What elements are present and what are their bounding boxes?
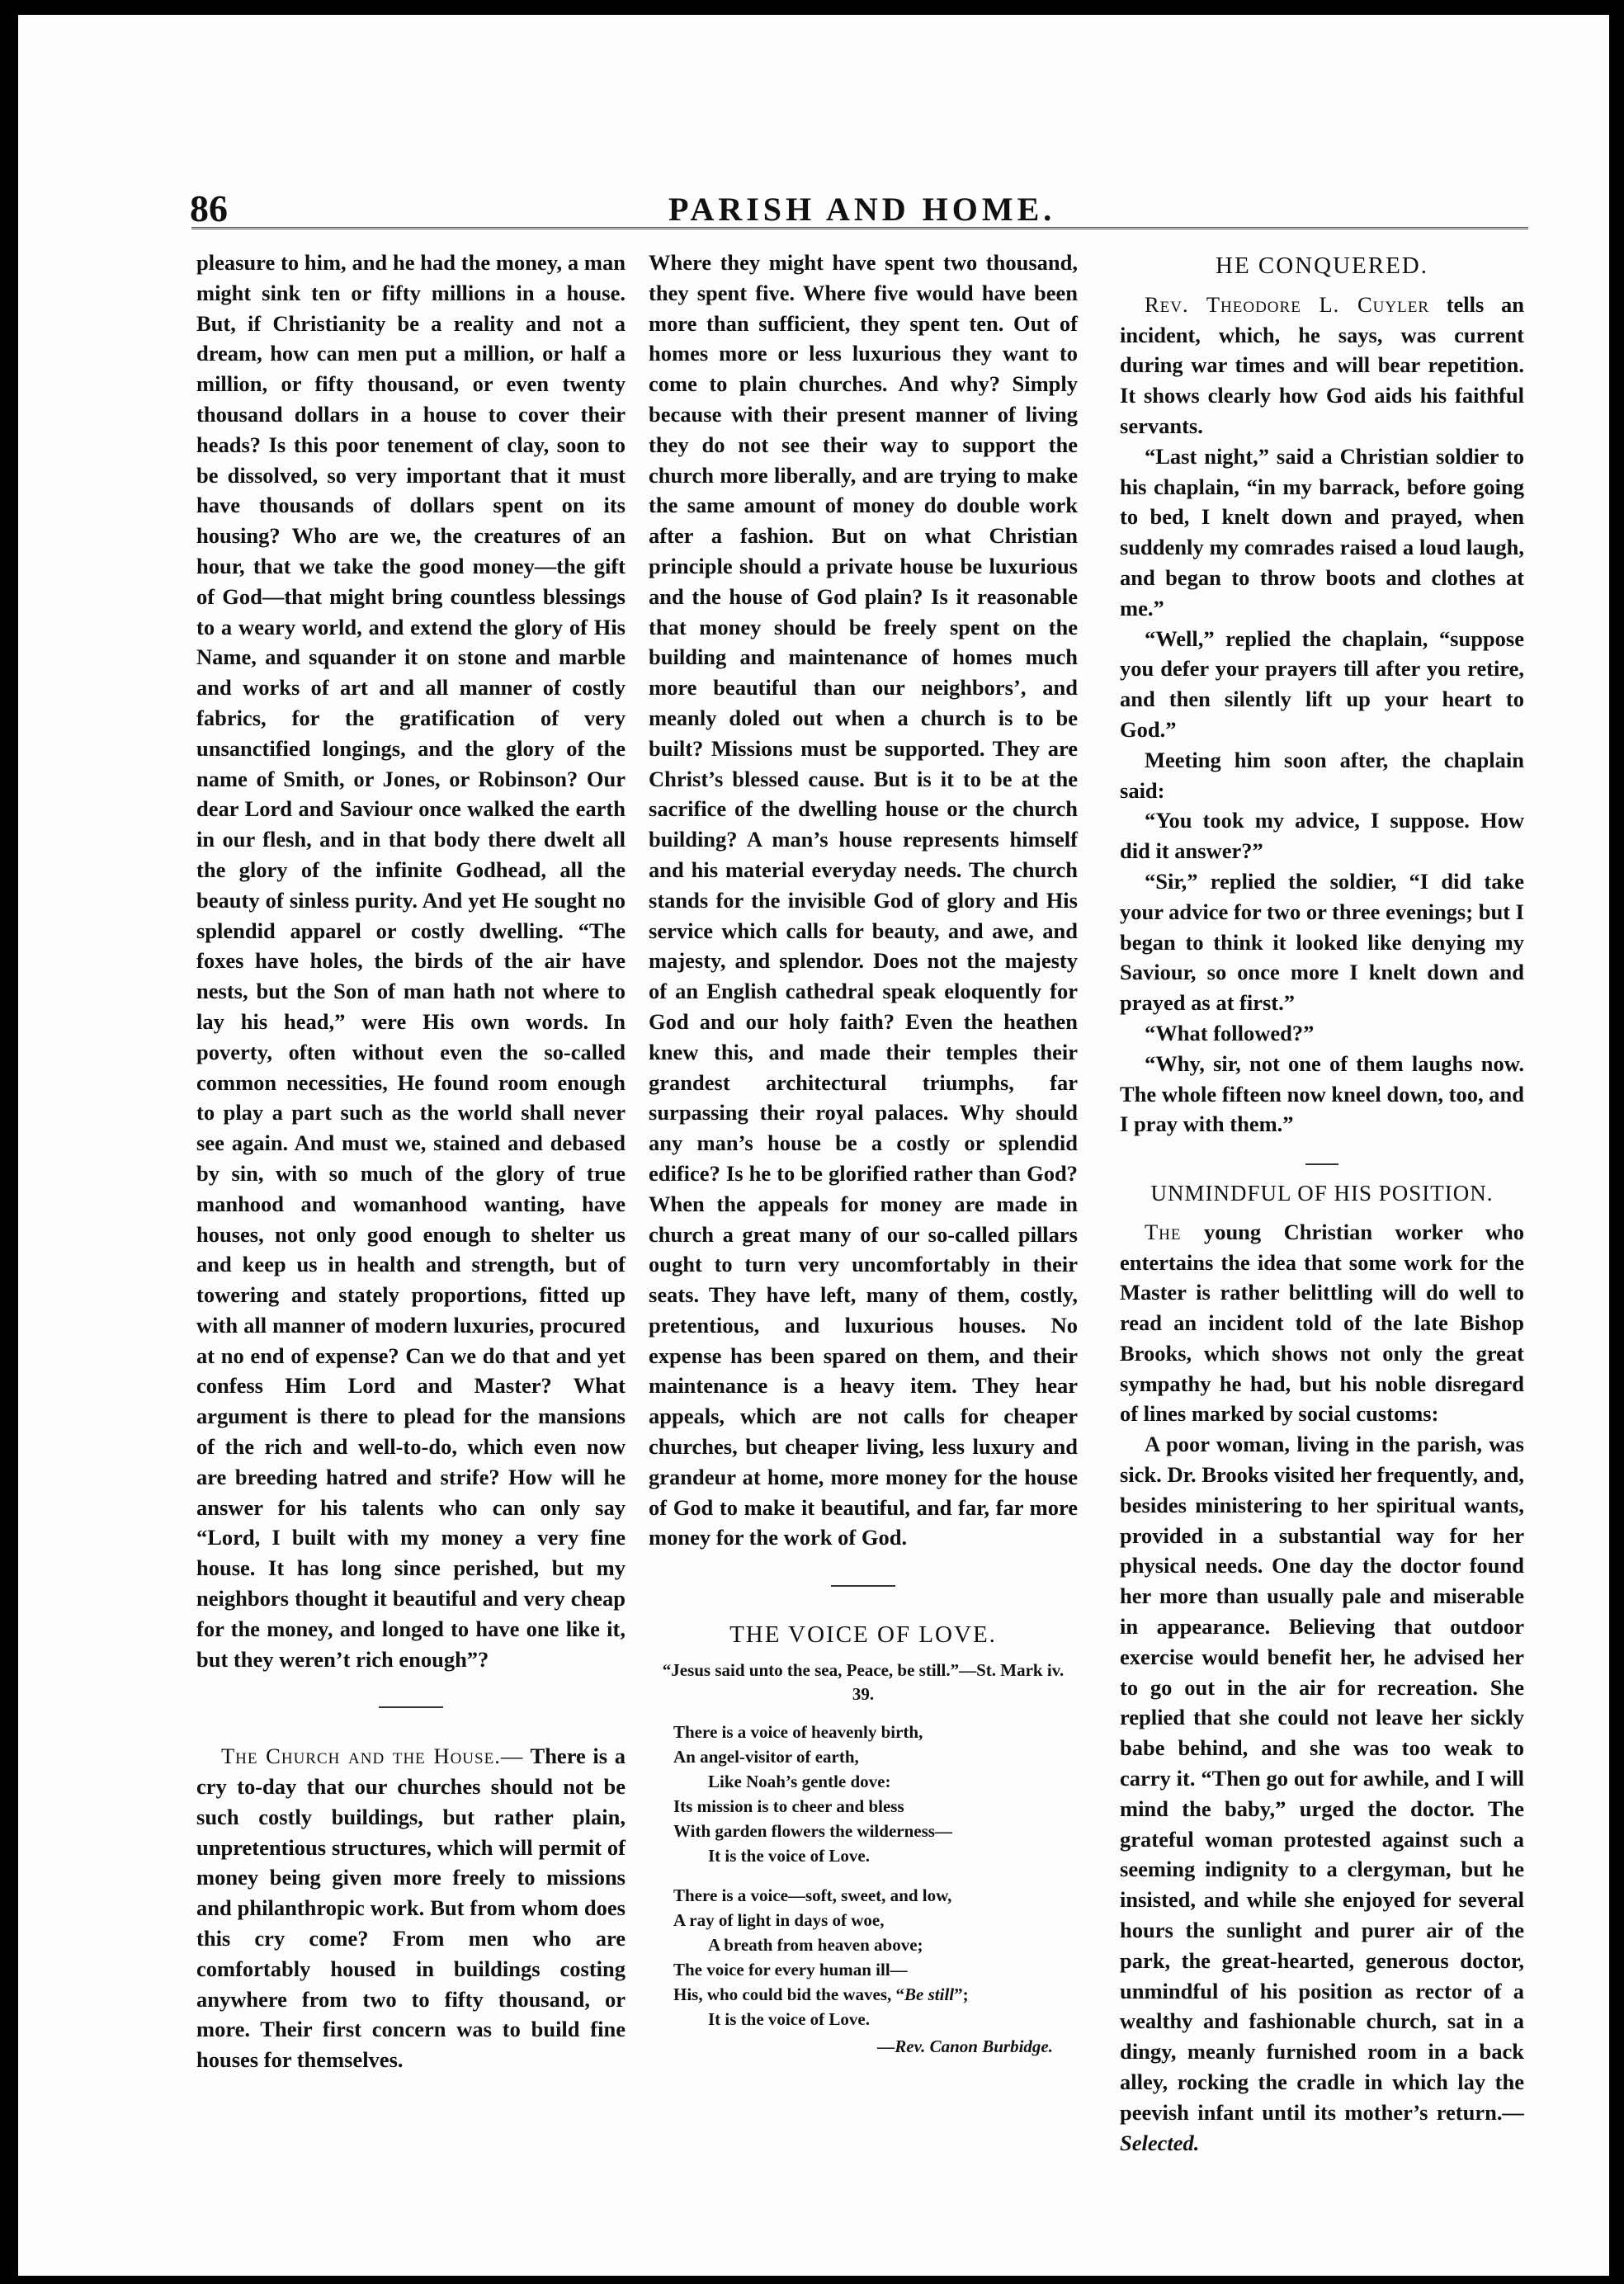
paragraph	[1120, 290, 1524, 441]
runin-name: Rev. Theodore L. Cuyler	[1145, 291, 1429, 317]
poem-line: An angel-visitor of earth,	[673, 1746, 859, 1767]
paragraph	[1120, 1429, 1524, 2158]
paragraph: pleasure to him, and he had the money, a man might sink ten or fifty millions in a house. But, if Christianity be a reality and not a dream, how can men put a million, or half a million, or fifty thousand, or even twenty thousand dollars in a house to cover their heads? Is this poor tenement of clay, soon to be dissolved, so very important that it must have thousands of dollars spent on its housing? Who are we, the creatures of an hour, that we take the good money—the gift of God—that might bring countless blessings to a weary world, and extend the glory of His Name, and squander it on stone and marble and works of art and all manner of costly fabrics, for the gratification of very unsanctified longings, and the glory of the name of Smith, or Jones, or Robinson? Our dear Lord and Saviour once walked the earth in our flesh, and in that body there dwelt all the glory of the infinite Godhead, all the beauty of sinless purity. And yet He sought no splendid apparel or costly dwelling. “The foxes have holes, the birds of the air have nests, but the Son of man hath not where to lay his head,” were His own words. In poverty, often without even the so-called common necessities, He found room enough to play a part such as the world shall never see again. And must we, stained and debased by sin, with so much of the glory of true manhood and womanhood wanting, have houses, not only good enough to shelter us and keep us in health and strength, but of towering and stately proportions, fitted up with all manner of modern luxuries, procured at no end of expense? Can we do that and yet confess Him Lord and Master? What argument is there to plead for the mansions of the rich and well-to-do, which even now are breeding hatred and strife? How will he answer for his talents who can only say “Lord, I built with my money a very fine house. It has long since perished, but my neighbors thought it beautiful and very cheap for the money, and longed to have one like it, but they weren’t rich enough”?	[196, 250, 626, 1672]
section-heading: HE CONQUERED.	[1216, 252, 1428, 279]
poem-line: Like Noah’s gentle dove:	[708, 1771, 891, 1791]
runin-title: The Church and the House.—	[221, 1744, 524, 1769]
paragraph: Where they might have spent two thousand, they spent five. Where five would have been more than sufficient, they spent ten. Out of homes more or less luxurious they want to come to plain churches. And why? Simply because with their present manner of living they do not see their way to support the church more liberally, and are trying to make the same amount of money do double work after a fashion. But on what Christian principle should a private house be luxurious and the house of God plain? Is it reasonable that money should be freely spent on the building and maintenance of homes much more beautiful than our neighbors’, and meanly doled out when a church is to be built? Missions must be supported. They are Christ’s blessed cause. But is it to be at the sacrifice of the dwelling house or the church building? A man’s house represents himself and his material everyday needs. The church stands for the invisible God of glory and His service which calls for beauty, and awe, and majesty, and splendor. Does not the majesty of an English cathedral speak eloquently for God and our holy faith? Even the heathen knew this, and made their temples their grandest architectural triumphs, far surpassing their royal palaces. Why should any man’s house be a costly or splendid edifice? Is he to be glorified rather than God? When the appeals for money are made in church a great many of our so-called pillars ought to turn very uncomfortably in their seats. They have left, many of them, costly, pretentious, and luxurious houses. No expense has been spared on them, and their maintenance is a heavy item. They hear appeals, which are not calls for cheaper churches, but cheaper living, less luxury and grandeur at home, more money for the house of God to make it beautiful, and far, far more money for the work of God.	[649, 250, 1078, 1550]
column-2	[649, 248, 1078, 2062]
poem-italic: Be still	[904, 1984, 955, 2004]
poem-line: It is the voice of Love.	[708, 1845, 870, 1866]
signature: —Selected.	[1120, 2099, 1524, 2155]
runin-word: The	[1145, 1219, 1182, 1244]
paragraph-text: A poor woman, living in the parish, was sick. Dr. Brooks visited her frequently, and, besides ministering to her spiritual wants, provided in a substantial way for her physical needs. One day the doctor found her more than usually pale and miserable in appearance. Believing that outdoor exercise would benefit her, he advised her to go out in the air for recreation. She replied that she could not leave her sickly babe behind, and she was too weak to carry it. “Then go out for awhile, and I will mind the baby,” urged the doctor. The grateful woman protested against such a seeming indignity to a clergyman, but he insisted, and while she enjoyed for several hours the sunlight and purer air of the park, the great-hearted, generous doctor, unmindful of his position as rector of a wealthy and fashionable church, sat in a dingy, meanly furnished room in a back alley, rocking the cradle in which lay the peevish infant until its mother’s return.	[1120, 1432, 1524, 2125]
paragraph: “Well,” replied the chaplain, “suppose you defer your prayers till after you retire, and then silently lift up your heart to God.”	[1120, 625, 1524, 742]
poem	[673, 1720, 1078, 2032]
poem-line: The voice for every human ill—	[673, 1959, 908, 1980]
section-separator	[1120, 1143, 1524, 1173]
column-1	[196, 248, 626, 2075]
poem-line: A breath from heaven above;	[708, 1934, 923, 1955]
section-separator	[196, 1686, 626, 1716]
paragraph-text: There is a cry to-day that our churches should not be such costly buildings, but rather plain, unpretentious structures, which will permit of money being given more freely to missions and philanthropic work. But from whom does this cry come? From men who are comfortably housed in buildings costing anywhere from two to fifty thousand, or more. Their first concern was to build fine houses for themselves.	[196, 1744, 626, 2073]
page-number: 86	[190, 187, 228, 229]
paragraph	[1120, 1217, 1524, 1430]
attribution: —Rev. Canon Burbidge.	[877, 2036, 1053, 2056]
page-header	[190, 188, 1531, 229]
paragraph: “What followed?”	[1145, 1020, 1315, 1045]
poem-text: His, who could bid the waves, “	[673, 1984, 905, 2004]
paragraph	[196, 1741, 626, 2075]
poem-line: There is a voice—soft, sweet, and low,	[673, 1885, 952, 1905]
paragraph: “Sir,” replied the soldier, “I did take your advice for two or three evenings; but I began to think it looked like denying my Saviour, so once more I knelt down and prayed as at first.”	[1120, 868, 1524, 1016]
header-rule	[191, 227, 1528, 233]
poem-line: A ray of light in days of woe,	[673, 1909, 885, 1930]
paragraph: Meeting him soon after, the chaplain said:	[1120, 747, 1524, 803]
poem-line: There is a voice of heavenly birth,	[673, 1721, 923, 1742]
column-3	[1120, 248, 1524, 2158]
poem-line: With garden flowers the wilderness—	[673, 1820, 952, 1841]
poem-line	[673, 1982, 1078, 2007]
running-title: PARISH AND HOME.	[668, 191, 1056, 228]
paragraph: “Last night,” said a Christian soldier to his chaplain, “in my barrack, before going to bed, I knelt down and prayed, when suddenly my comrades raised a loud laugh, and began to throw boots and clothes at me.”	[1120, 443, 1524, 621]
epigraph: “Jesus said unto the sea, Peace, be still.”—St. Mark iv. 39.	[662, 1659, 1065, 1704]
section-heading: UNMINDFUL OF HIS POSITION.	[1150, 1180, 1494, 1206]
poem-line: It is the voice of Love.	[708, 2008, 870, 2029]
poem-title: THE VOICE OF LOVE.	[729, 1621, 997, 1649]
paragraph-text: tells an incident, which, he says, was current during war times and will bear repetition. It shows clearly how God aids his faithful servants.	[1120, 291, 1524, 438]
paragraph-text: young Christian worker who entertains the idea that some work for the Master is rather belittling will do well to read an incident told of the late Bishop Brooks, which shows not only the great sympathy he had, but his noble disregard of lines marked by social customs:	[1120, 1219, 1524, 1427]
poem-text: ”;	[954, 1984, 969, 2004]
poem-line: Its mission is to cheer and bless	[673, 1796, 904, 1816]
section-separator	[649, 1564, 1078, 1595]
paragraph: “Why, sir, not one of them laughs now. The whole fifteen now kneel down, too, and I pray with them.”	[1120, 1050, 1524, 1137]
paragraph: “You took my advice, I suppose. How did it answer?”	[1120, 808, 1524, 864]
